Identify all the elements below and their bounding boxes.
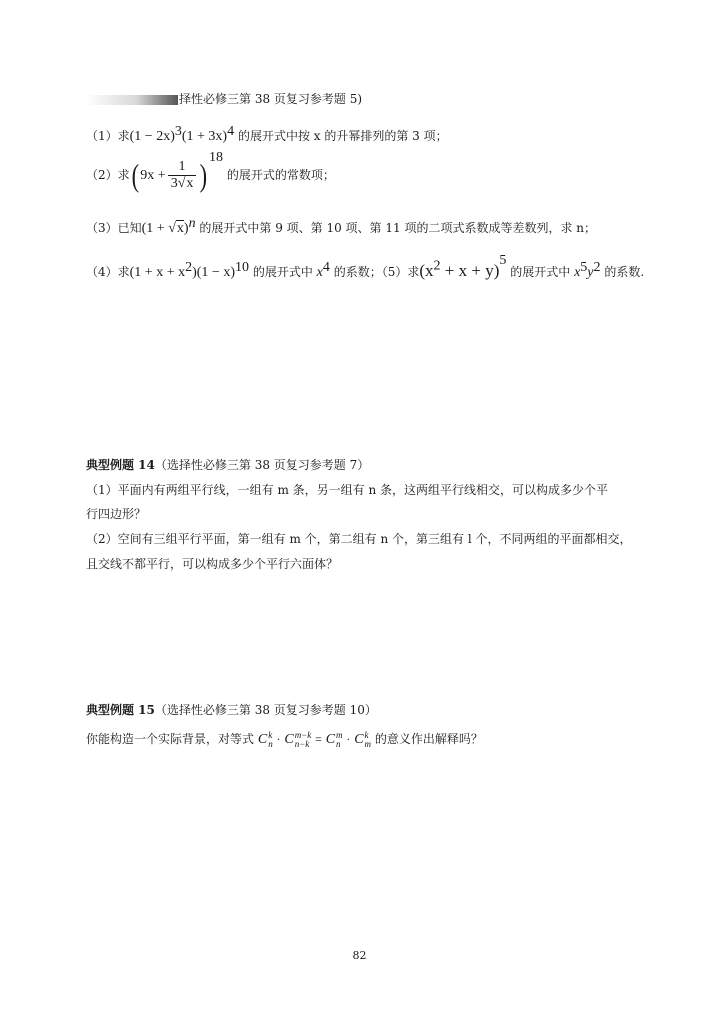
example-14-heading <box>86 456 369 473</box>
q4-exp-b: 10 <box>235 260 249 275</box>
q4-term: x <box>316 265 323 280</box>
example-15-text-a: 你能构造一个实际背景，对等式 <box>86 732 255 746</box>
example-15-heading <box>86 701 377 718</box>
q1-expr-b: (1 + 3x) <box>181 129 228 144</box>
c2-indices <box>295 731 312 749</box>
q2-paren-open: ( <box>131 157 139 193</box>
q2-den-coef: 3 <box>170 176 178 191</box>
q2-label: （2）求 <box>86 168 130 182</box>
q2-text: 的展开式的常数项； <box>226 168 335 182</box>
q1-label: （1）求 <box>86 129 130 143</box>
example-14-source: （选择性必修三第 38 页复习参考题 7） <box>154 458 370 472</box>
source-text: 择性必修三第 38 页复习参考题 5) <box>179 92 363 106</box>
q3-sqrt: √x <box>168 221 184 236</box>
q3-label: （3）已知 <box>86 221 142 235</box>
q2-frac-num: 1 <box>178 159 186 174</box>
c2: C <box>284 732 294 747</box>
q3-close: ) <box>183 221 189 236</box>
q5-term-y-exp: 2 <box>593 260 601 275</box>
q4-term-exp: 4 <box>322 260 330 275</box>
scan-smudge <box>86 95 178 105</box>
q4-expr-b: (1 − x) <box>196 265 235 280</box>
example-14-p2-line1: （2）空间有三组平行平面，第一组有 m 个，第二组有 n 个，第三组有 l 个，不同两组的平面都相交， <box>86 532 632 546</box>
q1-exp-a: 3 <box>174 124 182 139</box>
q1-exp-b: 4 <box>227 124 235 139</box>
c3-sup: m <box>336 729 343 740</box>
q1-expr-a: (1 − 2x) <box>129 129 175 144</box>
q1-text: 的展开式中按 x 的升幂排列的第 3 项； <box>237 129 448 143</box>
q4-label: （4）求 <box>86 265 130 279</box>
q5-term-y: y <box>587 265 594 280</box>
q2-lead: 9x + <box>140 168 166 183</box>
c3: C <box>325 732 336 747</box>
c3-indices <box>336 731 343 749</box>
q2-frac-den: 3√x <box>168 175 197 192</box>
c1-indices <box>268 731 273 749</box>
example-14-title: 典型例题 14 <box>86 458 155 472</box>
q5-expr: (x <box>419 261 434 280</box>
page-number: 82 <box>352 949 367 962</box>
q5-expr-rest: + x + y) <box>440 261 500 280</box>
question-4-5 <box>86 253 644 281</box>
q4-text-a: 的展开式中 <box>252 265 313 279</box>
question-2 <box>86 150 335 194</box>
q4-expr-a: (1 + x + x <box>129 265 186 280</box>
q5-text-a: 的展开式中 <box>510 265 571 279</box>
c4-sub: m <box>364 738 372 749</box>
q3-rad: x <box>176 221 184 236</box>
example-14-p2-line2: 且交线不都平行，可以构成多少个平行六面体？ <box>86 557 339 571</box>
q5-exp: 5 <box>499 253 507 268</box>
source-line <box>86 90 362 107</box>
q3-expr: (1 + <box>141 221 169 236</box>
q5-exp-inner: 2 <box>433 258 441 274</box>
question-3 <box>86 216 596 237</box>
q2-paren-close: ) <box>199 157 208 193</box>
example-15-title: 典型例题 15 <box>86 703 155 717</box>
c3-sub: n <box>336 738 341 749</box>
c2-sup: m−k <box>294 729 312 740</box>
q5-paren <box>419 258 500 280</box>
equals-sign: = <box>315 732 322 746</box>
q5-term-x-exp: 5 <box>580 260 588 275</box>
q2-fraction <box>168 159 197 192</box>
example-14-p1-line2: 行四边形？ <box>86 507 147 521</box>
example-14-p1-line1: （1）平面内有两组平行线，一组有 m 条，另一组有 n 条，这两组平行线相交，可以构成多少个平 <box>86 483 609 497</box>
example-15-text-b: 的意义作出解释吗？ <box>374 732 483 746</box>
q3-text: 的展开式中第 9 项、第 10 项、第 11 项的二项式系数成等差数列，求 n； <box>199 221 596 235</box>
c4: C <box>354 732 364 747</box>
c4-sup: k <box>364 729 369 740</box>
q2-exp: 18 <box>209 150 224 165</box>
c1-sub: n <box>268 738 273 749</box>
q5-text-b: 的系数. <box>604 265 645 279</box>
c2-sub: n−k <box>294 738 310 749</box>
c1: C <box>257 732 268 747</box>
q2-den-rad: x <box>186 176 194 191</box>
q5-term-x: x <box>574 265 581 280</box>
q4-text-b: 的系数； <box>333 265 382 279</box>
q3-exp: n <box>188 216 196 231</box>
question-1 <box>86 124 448 145</box>
q5-label: （5）求 <box>381 265 420 279</box>
q4-exp-a: 2 <box>185 260 193 275</box>
dot-1: · <box>276 732 281 746</box>
q4-expr-a-close: ) <box>192 265 197 280</box>
c4-indices <box>365 731 372 749</box>
dot-2: · <box>346 732 351 746</box>
c1-sup: k <box>268 729 273 740</box>
example-15-question <box>86 730 483 749</box>
example-15-source: （选择性必修三第 38 页复习参考题 10） <box>154 703 377 717</box>
